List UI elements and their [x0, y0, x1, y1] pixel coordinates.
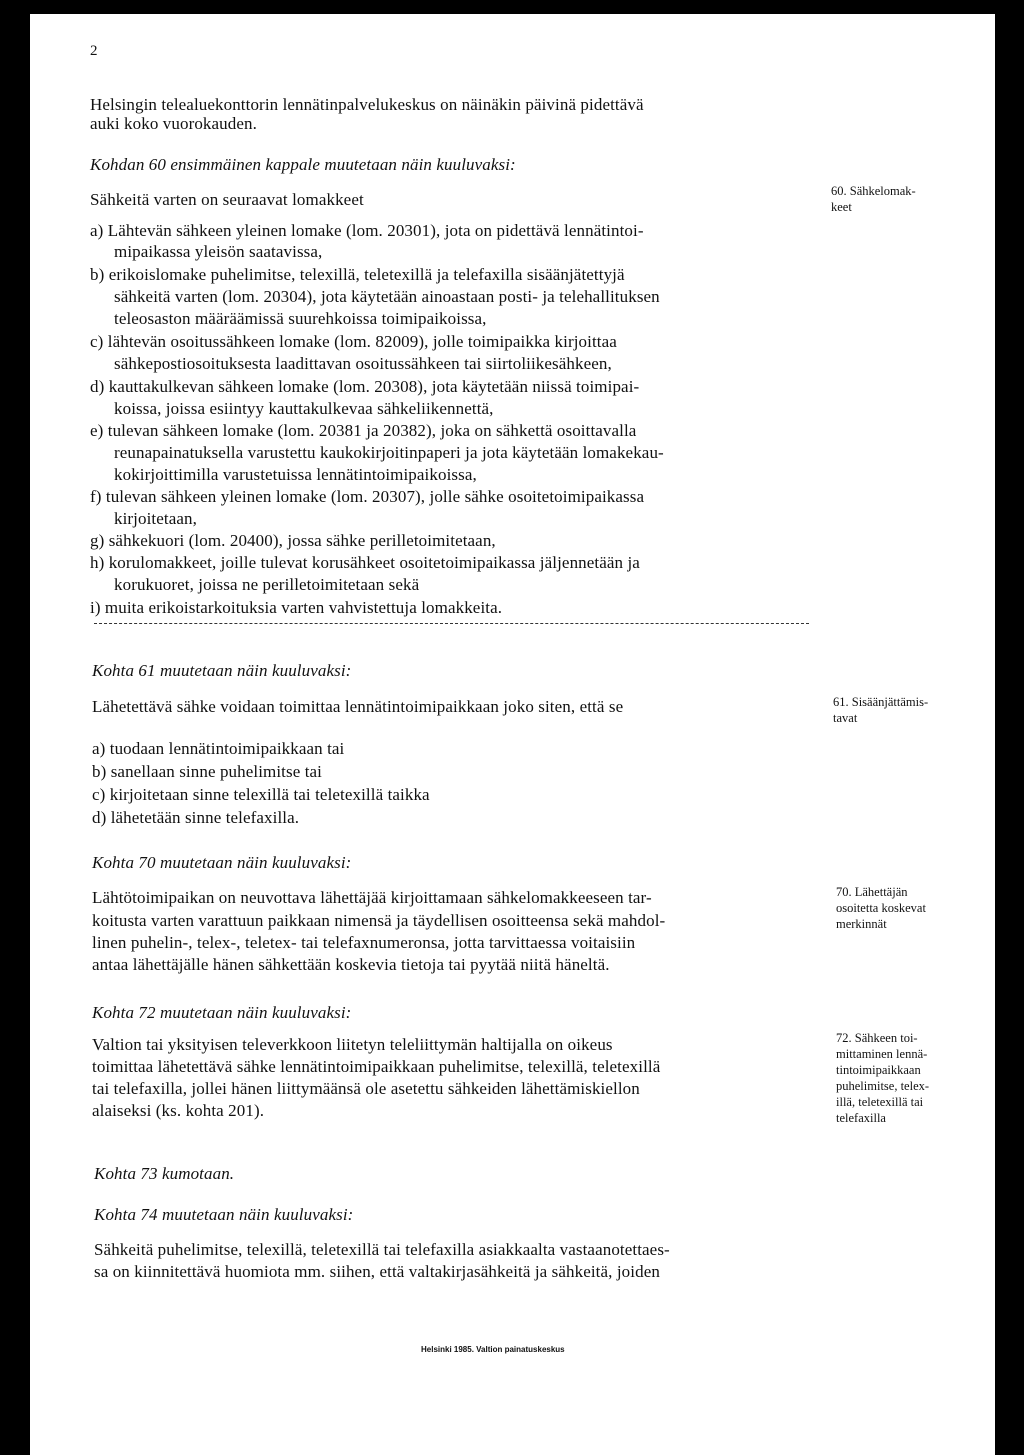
- section-60-line: korukuoret, joissa ne perilletoimitetaan sekä: [114, 575, 420, 594]
- section-70-margin-note: merkinnät: [836, 917, 887, 931]
- section-72-line: alaiseksi (ks. kohta 201).: [92, 1101, 265, 1120]
- section-60-margin-note: keet: [831, 200, 852, 214]
- section-60-line: i) muita erikoistarkoituksia varten vahvistettuja lomakkeita.: [90, 598, 503, 617]
- section-72-line: tai telefaxilla, jollei hänen liittymäänsä ole asetettu sähkeiden lähettämiskiellon: [92, 1079, 640, 1098]
- intro-line-1: Helsingin telealuekonttorin lennätinpalvelukeskus on näinäkin päivinä pidettävä: [90, 95, 644, 114]
- section-74-line: sa on kiinnitettävä huomiota mm. siihen, että valtakirjasähkeitä ja sähkeitä, joiden: [94, 1262, 660, 1281]
- section-61-margin-note: 61. Sisäänjättämis-: [833, 695, 929, 709]
- section-60-line: koissa, joissa esiintyy kauttakulkevaa sähkeliikennettä,: [114, 399, 494, 418]
- section-60-line: d) kauttakulkevan sähkeen lomake (lom. 20308), jota käytetään niissä toimipai-: [90, 377, 640, 396]
- section-70-margin-note: 70. Lähettäjän: [836, 885, 908, 899]
- section-60-line: h) korulomakkeet, joille tulevat korusähkeet osoitetoimipaikassa jäljennetään ja: [90, 553, 640, 572]
- section-74-heading: Kohta 74 muutetaan näin kuuluvaksi:: [94, 1205, 354, 1224]
- section-70-heading: Kohta 70 muutetaan näin kuuluvaksi:: [92, 853, 352, 872]
- section-60-line: teleosaston määräämissä suurehkoissa toimipaikoissa,: [114, 309, 487, 328]
- section-70-line: linen puhelin-, telex-, teletex- tai telefaxnumeronsa, jotta tarvittaessa voitaisiin: [92, 933, 636, 952]
- section-72-heading: Kohta 72 muutetaan näin kuuluvaksi:: [92, 1003, 352, 1022]
- section-72-line: toimittaa lähetettävä sähke lennätintoimipaikkaan puhelimitse, telexillä, teletexillä: [92, 1057, 661, 1076]
- section-73-heading: Kohta 73 kumotaan.: [94, 1164, 235, 1183]
- section-61-line: a) tuodaan lennätintoimipaikkaan tai: [92, 739, 345, 758]
- page-number: 2: [90, 43, 98, 59]
- section-60-line: f) tulevan sähkeen yleinen lomake (lom. 20307), jolle sähke osoitetoimipaikassa: [90, 487, 645, 506]
- section-61-line: d) lähetetään sinne telefaxilla.: [92, 808, 300, 827]
- section-60-line: reunapainatuksella varustettu kaukokirjoitinpaperi ja jota käytetään lomakekau-: [114, 443, 664, 462]
- section-60-line: c) lähtevän osoitussähkeen lomake (lom. 82009), jolle toimipaikka kirjoittaa: [90, 332, 617, 351]
- document-page: [30, 14, 995, 1455]
- section-60-line: Sähkeitä varten on seuraavat lomakkeet: [90, 190, 364, 209]
- section-72-margin-note: puhelimitse, telex-: [836, 1079, 930, 1093]
- section-61-line: b) sanellaan sinne puhelimitse tai: [92, 762, 323, 781]
- section-60-line: kirjoitetaan,: [114, 509, 197, 528]
- section-70-line: antaa lähettäjälle hänen sähkettään koskevia tietoja tai pyytää niitä häneltä.: [92, 955, 610, 974]
- section-70-line: Lähtötoimipaikan on neuvottava lähettäjää kirjoittamaan sähkelomakkeeseen tar-: [92, 888, 652, 907]
- section-70-margin-note: osoitetta koskevat: [836, 901, 926, 915]
- section-60-line: a) Lähtevän sähkeen yleinen lomake (lom. 20301), jota on pidettävä lennätintoi-: [90, 221, 644, 240]
- section-60-line: sähkeitä varten (lom. 20304), jota käytetään ainoastaan posti- ja telehallituksen: [114, 287, 660, 306]
- section-72-margin-note: tintoimipaikkaan: [836, 1063, 921, 1077]
- section-72-margin-note: mittaminen lennä-: [836, 1047, 928, 1061]
- section-61-heading: Kohta 61 muutetaan näin kuuluvaksi:: [92, 661, 352, 680]
- section-61-line: Lähetettävä sähke voidaan toimittaa lennätintoimipaikkaan joko siten, että se: [92, 697, 624, 716]
- section-61-margin-note: tavat: [833, 711, 858, 725]
- section-72-margin-note: telefaxilla: [836, 1111, 886, 1125]
- section-60-line: e) tulevan sähkeen lomake (lom. 20381 ja 20382), joka on sähkettä osoittavalla: [90, 421, 637, 440]
- section-61-line: c) kirjoitetaan sinne telexillä tai teletexillä taikka: [92, 785, 430, 804]
- section-60-line: g) sähkekuori (lom. 20400), jossa sähke perilletoimitetaan,: [90, 531, 496, 550]
- intro-line-2: auki koko vuorokauden.: [90, 114, 257, 133]
- section-60-line: b) erikoislomake puhelimitse, telexillä, teletexillä ja telefaxilla sisäänjätettyjä: [90, 265, 625, 284]
- section-60-line: kokirjoittimilla varustetuissa lennätintoimipaikoissa,: [114, 465, 477, 484]
- section-74-line: Sähkeitä puhelimitse, telexillä, teletexillä tai telefaxilla asiakkaalta vastaanotettaes-: [94, 1240, 670, 1259]
- section-60-heading: Kohdan 60 ensimmäinen kappale muutetaan näin kuuluvaksi:: [90, 155, 516, 174]
- section-70-line: koitusta varten varattuun paikkaan nimensä ja täydellisen osoitteensa sekä mahdol-: [92, 911, 666, 930]
- section-60-line: mipaikassa yleisön saatavissa,: [114, 242, 323, 261]
- section-72-line: Valtion tai yksityisen televerkkoon liitetyn teleliittymän haltijalla on oikeus: [92, 1035, 613, 1054]
- section-60-line: sähkepostiosoituksesta laadittavan osoitussähkeen tai siirtoliikesähkeen,: [114, 354, 612, 373]
- printer-imprint: Helsinki 1985. Valtion painatuskeskus: [421, 1345, 565, 1354]
- section-72-margin-note: illä, teletexillä tai: [836, 1095, 924, 1109]
- dashed-divider: [94, 623, 809, 624]
- section-60-margin-note: 60. Sähkelomak-: [831, 184, 916, 198]
- section-72-margin-note: 72. Sähkeen toi-: [836, 1031, 918, 1045]
